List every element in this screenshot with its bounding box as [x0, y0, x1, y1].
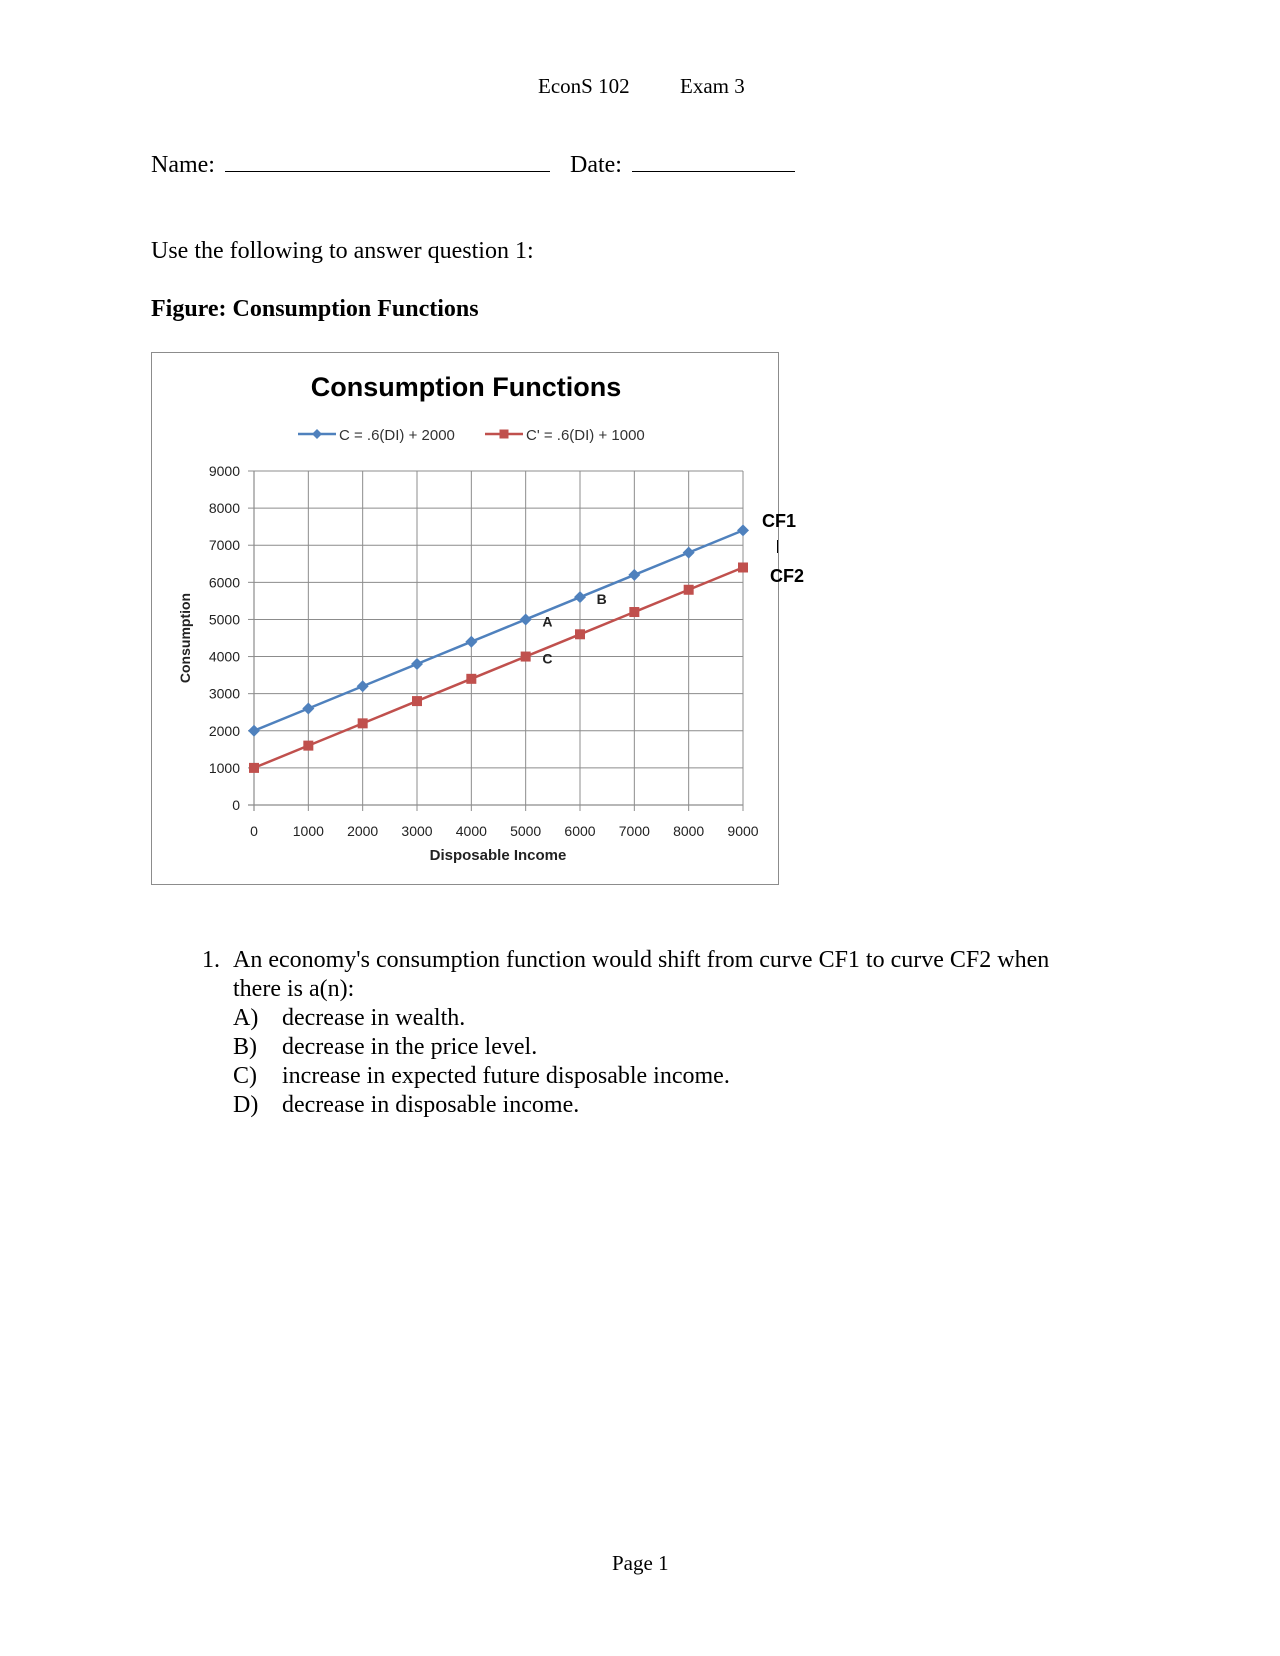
curve-label-divider [777, 540, 778, 553]
option-b-text: decrease in the price level. [282, 1034, 538, 1060]
data-point [357, 680, 369, 692]
data-point [248, 725, 260, 737]
legend-label: C' = .6(DI) + 1000 [526, 427, 645, 444]
question-text-line2: there is a(n): [233, 976, 355, 1002]
course-title: EconS 102 [538, 74, 630, 98]
question-number: 1. [202, 947, 220, 973]
option-letter: A) [233, 1005, 259, 1031]
data-point [302, 703, 314, 715]
data-point [738, 562, 748, 572]
data-point [574, 591, 586, 603]
question-text-line1: An economy's consumption function would shift from curve CF1 to curve CF2 when [233, 947, 1050, 973]
y-tick-label: 3000 [208, 685, 240, 702]
data-point [358, 718, 368, 728]
data-point [412, 696, 422, 706]
legend-marker [312, 429, 322, 439]
option-letter: B) [233, 1034, 257, 1060]
instruction-text: Use the following to answer question 1: [151, 238, 534, 264]
x-tick-label: 4000 [455, 823, 487, 839]
option-c[interactable] [233, 1062, 257, 1091]
data-point [249, 763, 259, 773]
option-a[interactable] [233, 1004, 258, 1033]
name-row [151, 151, 550, 179]
option-d[interactable] [233, 1091, 258, 1120]
page-number: Page 1 [612, 1551, 669, 1575]
y-tick-label: 5000 [208, 611, 240, 628]
x-tick-label: 3000 [401, 823, 433, 839]
point-label-c: C [542, 650, 553, 667]
data-point [737, 524, 749, 536]
point-label-a: A [542, 613, 553, 630]
series-line-2 [254, 567, 743, 767]
data-point [521, 652, 531, 662]
data-point [683, 547, 695, 559]
x-tick-label: 5000 [510, 823, 542, 839]
y-axis-label: Consumption [177, 592, 193, 684]
data-point [628, 569, 640, 581]
y-tick-label: 4000 [208, 648, 240, 665]
x-tick-label: 0 [250, 823, 258, 839]
option-c-text: increase in expected future disposable income. [282, 1063, 730, 1089]
legend-label: C = .6(DI) + 2000 [339, 427, 455, 444]
name-label: Name: [151, 152, 215, 178]
option-letter: C) [233, 1063, 257, 1089]
data-point [411, 658, 423, 670]
y-tick-label: 1000 [208, 759, 240, 776]
x-tick-label: 1000 [292, 823, 324, 839]
y-tick-label: 6000 [208, 574, 240, 591]
x-tick-label: 7000 [618, 823, 650, 839]
option-letter: D) [233, 1092, 259, 1118]
curve-label-cf2: CF2 [770, 566, 805, 586]
data-point [684, 585, 694, 595]
data-point [575, 629, 585, 639]
name-blank[interactable] [225, 151, 550, 172]
point-label-b: B [596, 591, 607, 608]
date-label: Date: [570, 152, 622, 178]
data-point [303, 741, 313, 751]
x-axis-label: Disposable Income [429, 847, 567, 864]
x-tick-label: 2000 [347, 823, 379, 839]
option-d-text: decrease in disposable income. [282, 1092, 580, 1118]
curve-label-cf1: CF1 [762, 511, 797, 531]
x-tick-label: 8000 [673, 823, 705, 839]
x-tick-label: 9000 [727, 823, 759, 839]
y-tick-label: 0 [232, 797, 240, 813]
consumption-chart [152, 353, 780, 886]
exam-title: Exam 3 [680, 74, 745, 98]
y-tick-label: 2000 [208, 722, 240, 739]
series-line-1 [254, 530, 743, 730]
date-blank[interactable] [632, 151, 795, 172]
data-point [466, 674, 476, 684]
figure-caption: Figure: Consumption Functions [151, 296, 479, 322]
date-row [570, 151, 795, 179]
option-a-text: decrease in wealth. [282, 1005, 466, 1031]
chart-title: Consumption Functions [310, 372, 622, 402]
data-point [520, 613, 532, 625]
y-tick-label: 7000 [208, 537, 240, 554]
data-point [629, 607, 639, 617]
y-tick-label: 9000 [208, 463, 240, 479]
x-tick-label: 6000 [564, 823, 596, 839]
data-point [465, 636, 477, 648]
y-tick-label: 8000 [208, 500, 240, 517]
option-b[interactable] [233, 1033, 257, 1062]
chart-frame [151, 352, 779, 885]
legend-marker [500, 430, 509, 439]
